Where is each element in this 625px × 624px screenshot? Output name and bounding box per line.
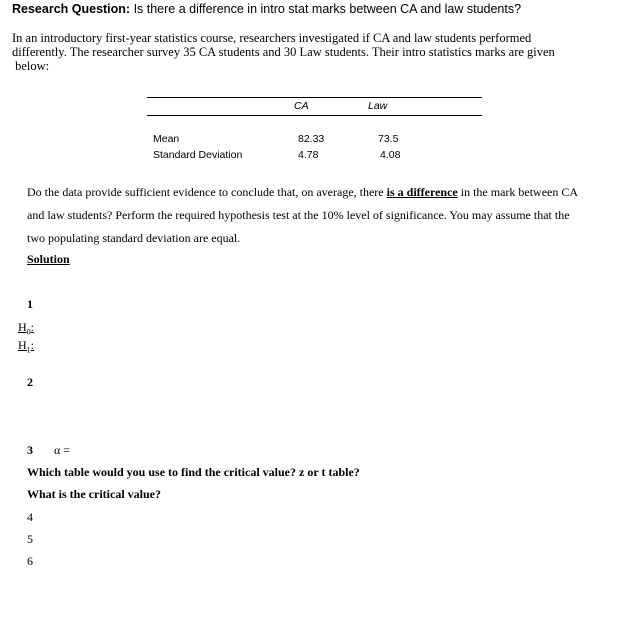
question-line-1-start: Do the data provide sufficient evidence to conclude that, on average, there — [27, 185, 387, 199]
research-question — [12, 2, 521, 16]
step-1-number: 1 — [27, 297, 33, 311]
question-line-1-end: in the mark between CA — [457, 185, 579, 199]
cell-sd-ca: 4.78 — [298, 149, 319, 161]
step-6-number: 6 — [27, 554, 33, 568]
cell-sd-law: 4.08 — [380, 149, 401, 161]
question-emphasis: is a difference — [386, 185, 458, 199]
table-header-rule — [147, 115, 482, 116]
cell-mean-ca: 82.33 — [298, 133, 325, 145]
null-hypothesis: $H_0$: — [18, 320, 35, 337]
intro-line-1: In an introductory first-year statistics course, researchers investigated if CA and law students performed — [12, 31, 532, 45]
question-line-2: and law students? Perform the required hypothesis test at the 10% level of significance. You may assume that the — [27, 208, 570, 222]
row-label-sd: Standard Deviation — [153, 149, 243, 161]
column-header-ca: CA — [294, 100, 309, 112]
question-line-1 — [27, 185, 578, 200]
cell-mean-law: 73.5 — [378, 133, 399, 145]
research-question-label: Research Question: — [12, 2, 131, 16]
intro-line-3: below: — [12, 59, 50, 73]
table-choice-question: Which table would you use to find the critical value? z or t table? — [27, 465, 360, 479]
step-3-number: 3 — [27, 443, 33, 457]
step-5-number: 5 — [27, 532, 33, 546]
alpha-label: α = — [54, 443, 71, 457]
question-line-3: two populating standard deviation are equal. — [27, 231, 241, 245]
row-label-mean: Mean — [153, 133, 180, 145]
step-4-number: 4 — [27, 510, 33, 524]
research-question-text: Is there a difference in intro stat marks between CA and law students? — [130, 2, 522, 16]
column-header-law: Law — [368, 100, 388, 112]
intro-line-2: differently. The researcher survey 35 CA students and 30 Law students. Their intro statistics marks are given — [12, 45, 555, 59]
alternative-hypothesis: $H_1$: — [18, 338, 35, 355]
solution-heading: Solution — [27, 252, 70, 266]
table-top-rule — [147, 97, 482, 98]
critical-value-question: What is the critical value? — [27, 487, 161, 501]
step-2-number: 2 — [27, 375, 33, 389]
